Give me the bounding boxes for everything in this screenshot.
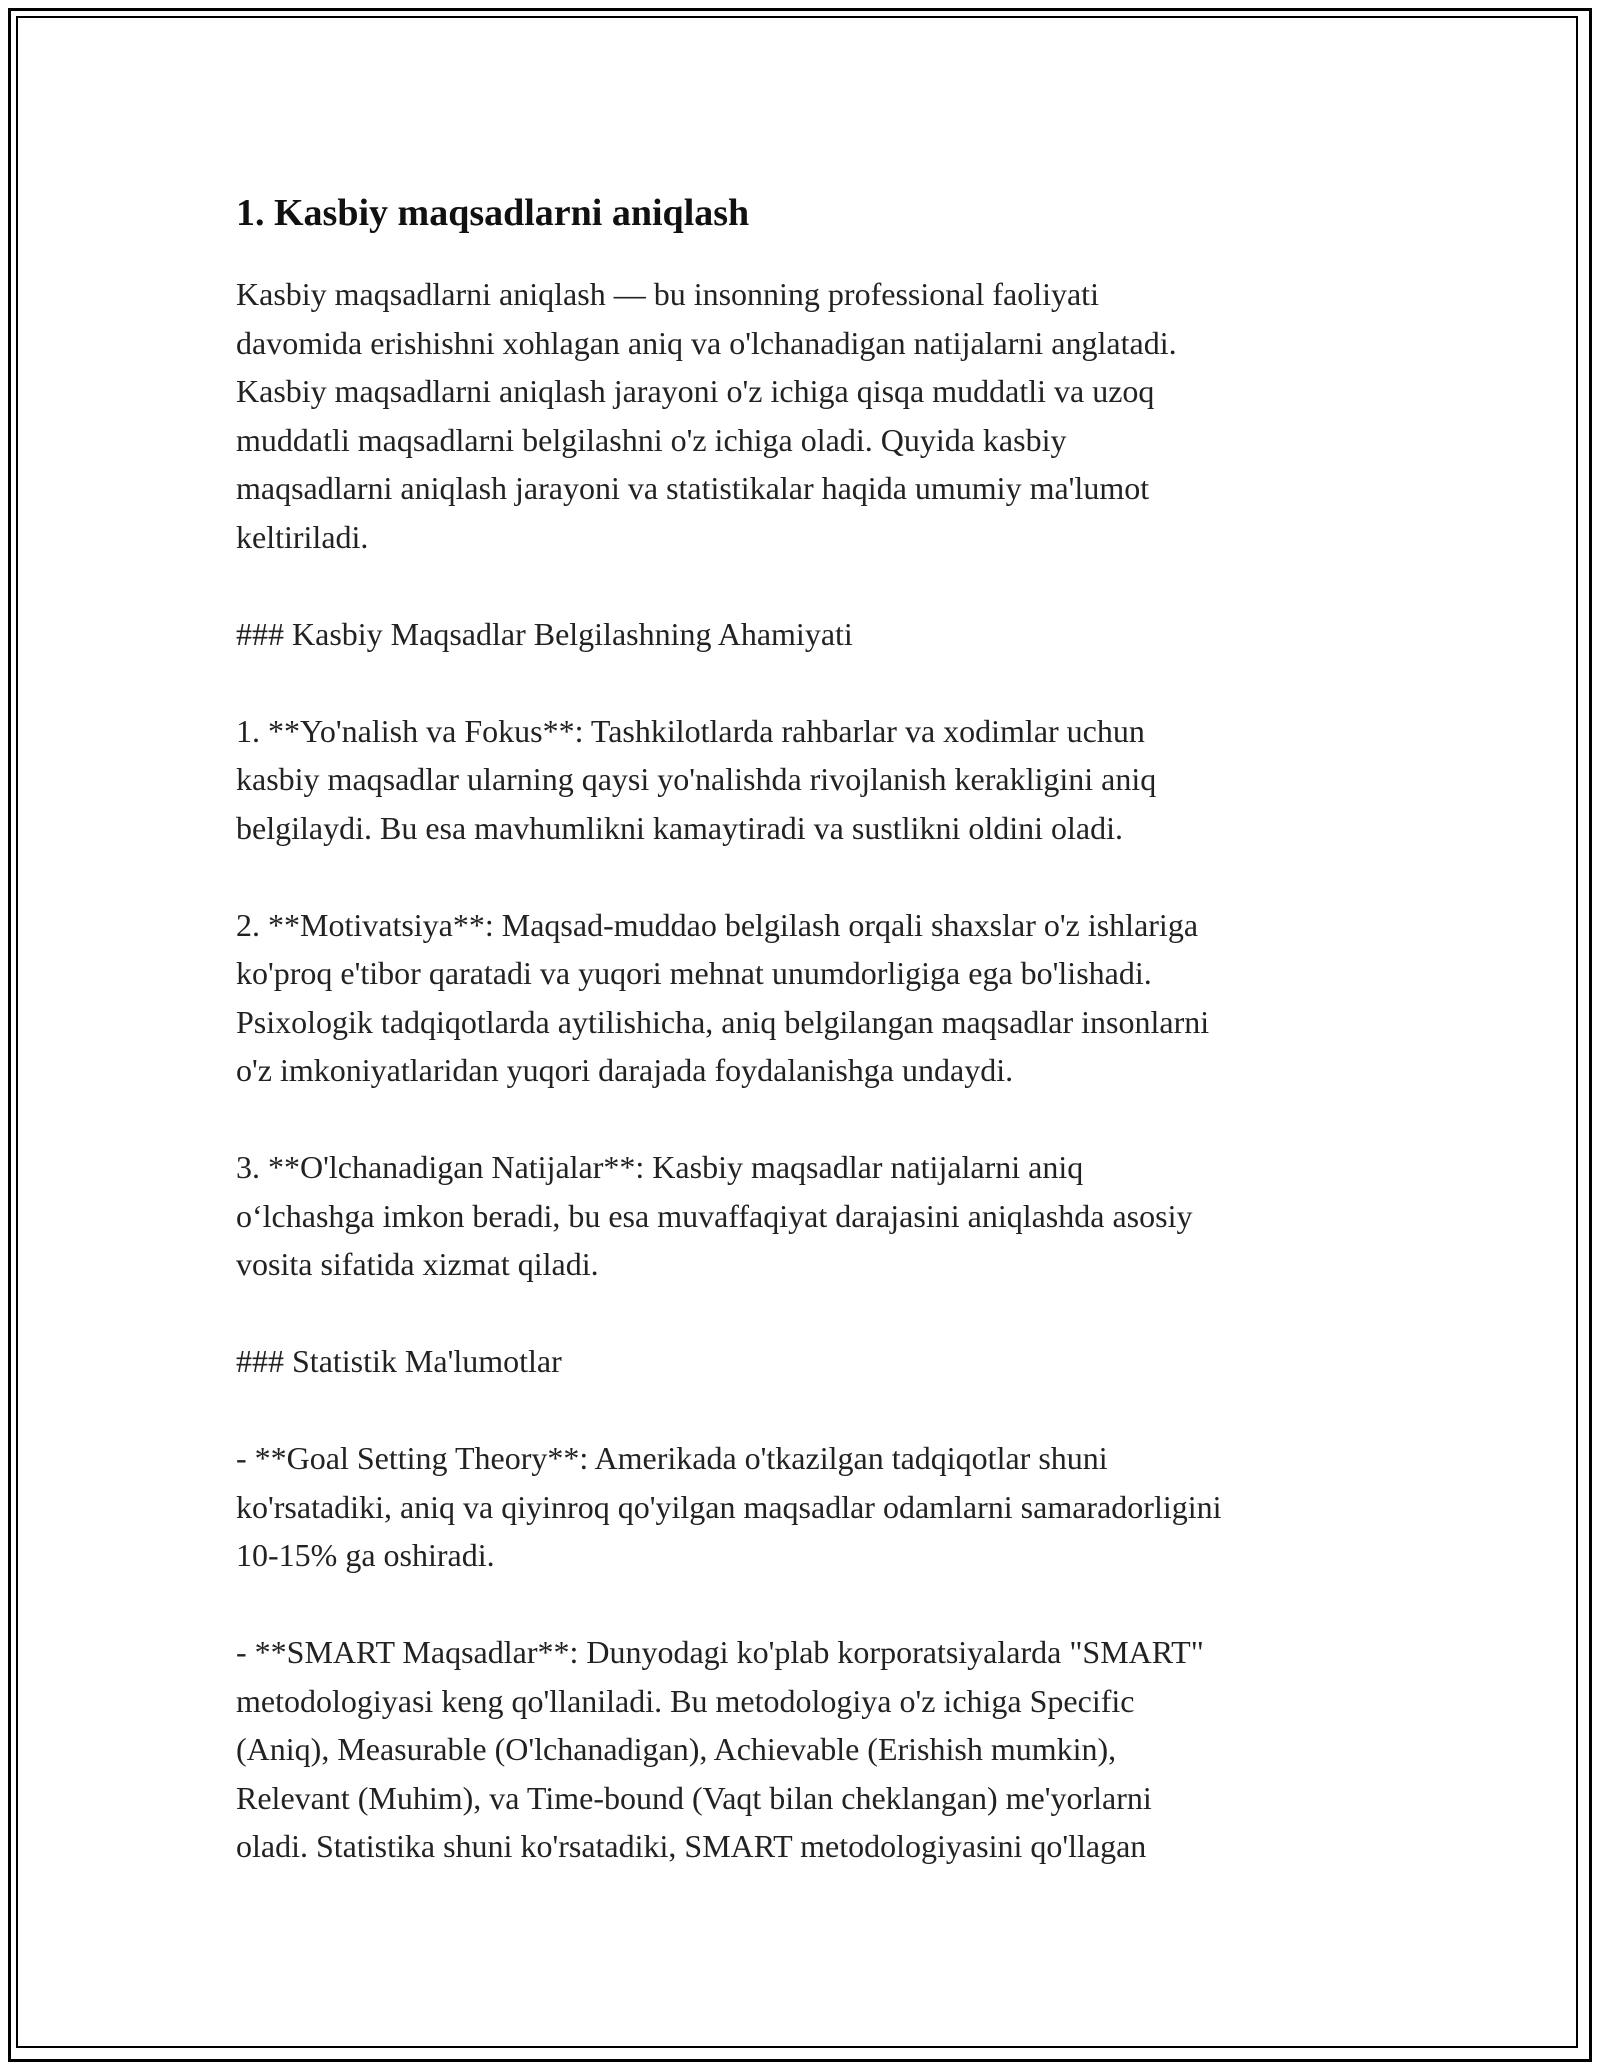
list-item-measurable-results: 3. **O'lchanadigan Natijalar**: Kasbiy maqsadlar natijalarni aniq o‘lchashga imkon beradi, bu esa muvaffaqiyat darajasini aniqlashda asosiy vosita sifatida xizmat qiladi. bbox=[236, 1149, 1193, 1282]
bullet-goal-setting-theory: - **Goal Setting Theory**: Amerikada o'tkazilgan tadqiqotlar shuni ko'rsatadiki, aniq va qiyinroq qo'yilgan maqsadlar odamlarni samaradorligini 10-15% ga oshiradi. bbox=[236, 1440, 1222, 1573]
section-heading-statistics: ### Statistik Ma'lumotlar bbox=[236, 1343, 562, 1379]
list-item-direction-focus: 1. **Yo'nalish va Fokus**: Tashkilotlarda rahbarlar va xodimlar uchun kasbiy maqsadlar ularning qaysi yo'nalishda rivojlanish kerakligini aniq belgilaydi. Bu esa mavhumlikni kamaytiradi va sustlikni oldini oladi. bbox=[236, 712, 1157, 846]
document-body bbox=[236, 186, 1386, 1871]
list-item-motivation: 2. **Motivatsiya**: Maqsad-muddao belgilash orqali shaxslar o'z ishlariga ko'proq e'tibor qaratadi va yuqori mehnat unumdorligiga ega bo'lishadi. Psixologik tadqiqotlarda aytilishicha, aniq belgilangan maqsadlar insonlarni o'z imkoniyatlaridan yuqori darajada foydalanishga undaydi. bbox=[236, 906, 1210, 1088]
intro-paragraph: Kasbiy maqsadlarni aniqlash — bu insonning professional faoliyati davomida erishishni xohlagan aniq va o'lchanadigan natijalarni anglatadi. Kasbiy maqsadlarni aniqlash jarayoni o'z ichiga qisqa muddatli va uzoq muddatli maqsadlarni belgilashni o'z ichiga oladi. Quyida kasbiy maqsadlarni aniqlash jarayoni va statistikalar haqida umumiy ma'lumot keltiriladi. bbox=[236, 276, 1177, 555]
document-title: 1. Kasbiy maqsadlarni aniqlash bbox=[236, 192, 750, 234]
section-heading-importance: ### Kasbiy Maqsadlar Belgilashning Ahamiyati bbox=[236, 615, 853, 652]
bullet-smart-goals: - **SMART Maqsadlar**: Dunyodagi ko'plab korporatsiyalarda "SMART" metodologiyasi keng qo'llaniladi. Bu metodologiya o'z ichiga Specific (Aniq), Measurable (O'lchanadigan), Achievable (Erishish mumkin), Relevant (Muhim), va Time-bound (Vaqt bilan cheklangan) me'yorlarni oladi. Statistika shuni ko'rsatadiki, SMART metodologiyasini qo'llagan bbox=[236, 1634, 1204, 1864]
